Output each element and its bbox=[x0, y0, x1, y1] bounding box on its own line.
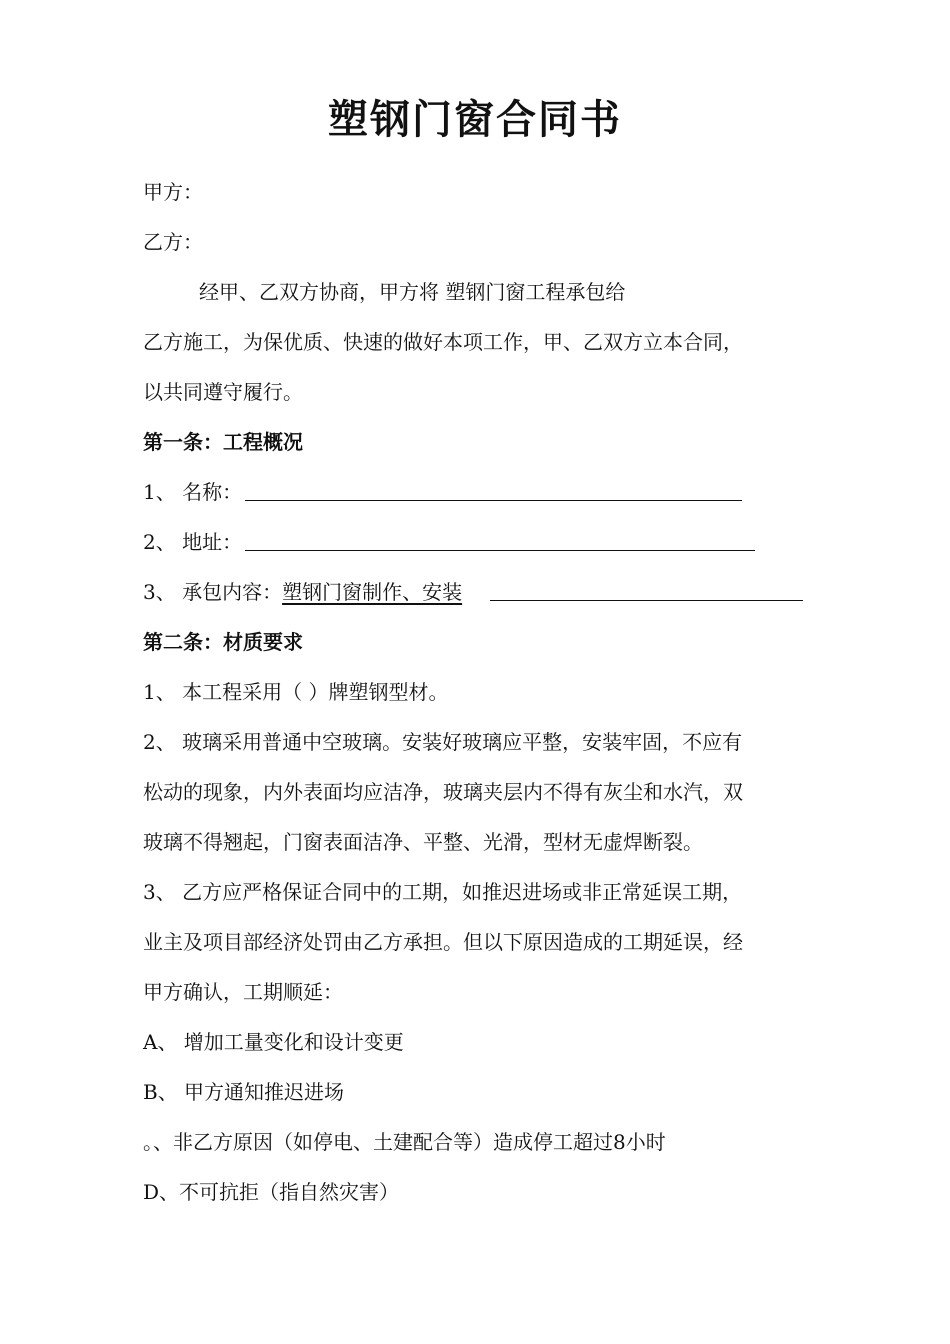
intro-line-2: 乙方施工，为保优质、快速的做好本项工作，甲、乙双方立本合同， bbox=[143, 330, 743, 354]
name-field-label: 1、 名称： bbox=[143, 480, 243, 504]
delay-reason-a: A、 增加工量变化和设计变更 bbox=[143, 1030, 404, 1054]
scope-field-label: 3、 承包内容： bbox=[143, 580, 283, 604]
address-field-label: 2、 地址： bbox=[143, 530, 243, 554]
party-b-label: 乙方： bbox=[143, 230, 203, 254]
document-title: 塑钢门窗合同书 bbox=[328, 96, 622, 143]
article-2-item-3-line-2: 业主及项目部经济处罚由乙方承担。但以下原因造成的工期延误，经 bbox=[143, 930, 743, 954]
delay-reason-b: B、 甲方通知推迟进场 bbox=[143, 1080, 345, 1104]
intro-line-3: 以共同遵守履行。 bbox=[143, 380, 303, 404]
name-field-blank bbox=[245, 500, 742, 501]
article-2-item-2-line-3: 玻璃不得翘起，门窗表面洁净、平整、光滑，型材无虚焊断裂。 bbox=[143, 830, 703, 854]
article-2-item-3-line-3: 甲方确认，工期顺延： bbox=[143, 980, 343, 1004]
article-2-item-2-line-1: 2、 玻璃采用普通中空玻璃。安装好玻璃应平整，安装牢固，不应有 bbox=[143, 730, 743, 754]
address-field-blank bbox=[245, 550, 755, 551]
intro-line-1: 经甲、乙双方协商，甲方将 塑钢门窗工程承包给 bbox=[199, 280, 626, 304]
article-2-item-3-line-1: 3、 乙方应严格保证合同中的工期，如推迟进场或非正常延误工期， bbox=[143, 880, 743, 904]
article-1-heading: 第一条：工程概况 bbox=[143, 430, 303, 454]
scope-field-value: 塑钢门窗制作、安装 bbox=[282, 580, 463, 604]
delay-reason-c: 。、非乙方原因（如停电、土建配合等）造成停工超过8小时 bbox=[143, 1130, 666, 1154]
scope-field bbox=[143, 578, 833, 606]
scope-field-blank bbox=[490, 600, 803, 601]
party-a-label: 甲方： bbox=[143, 180, 203, 204]
delay-reason-d: D、不可抗拒（指自然灾害） bbox=[143, 1180, 400, 1204]
article-2-item-1: 1、 本工程采用（ ）牌塑钢型材。 bbox=[143, 680, 449, 704]
article-2-item-2-line-2: 松动的现象，内外表面均应洁净，玻璃夹层内不得有灰尘和水汽，双 bbox=[143, 780, 743, 804]
article-2-heading: 第二条：材质要求 bbox=[143, 630, 303, 654]
